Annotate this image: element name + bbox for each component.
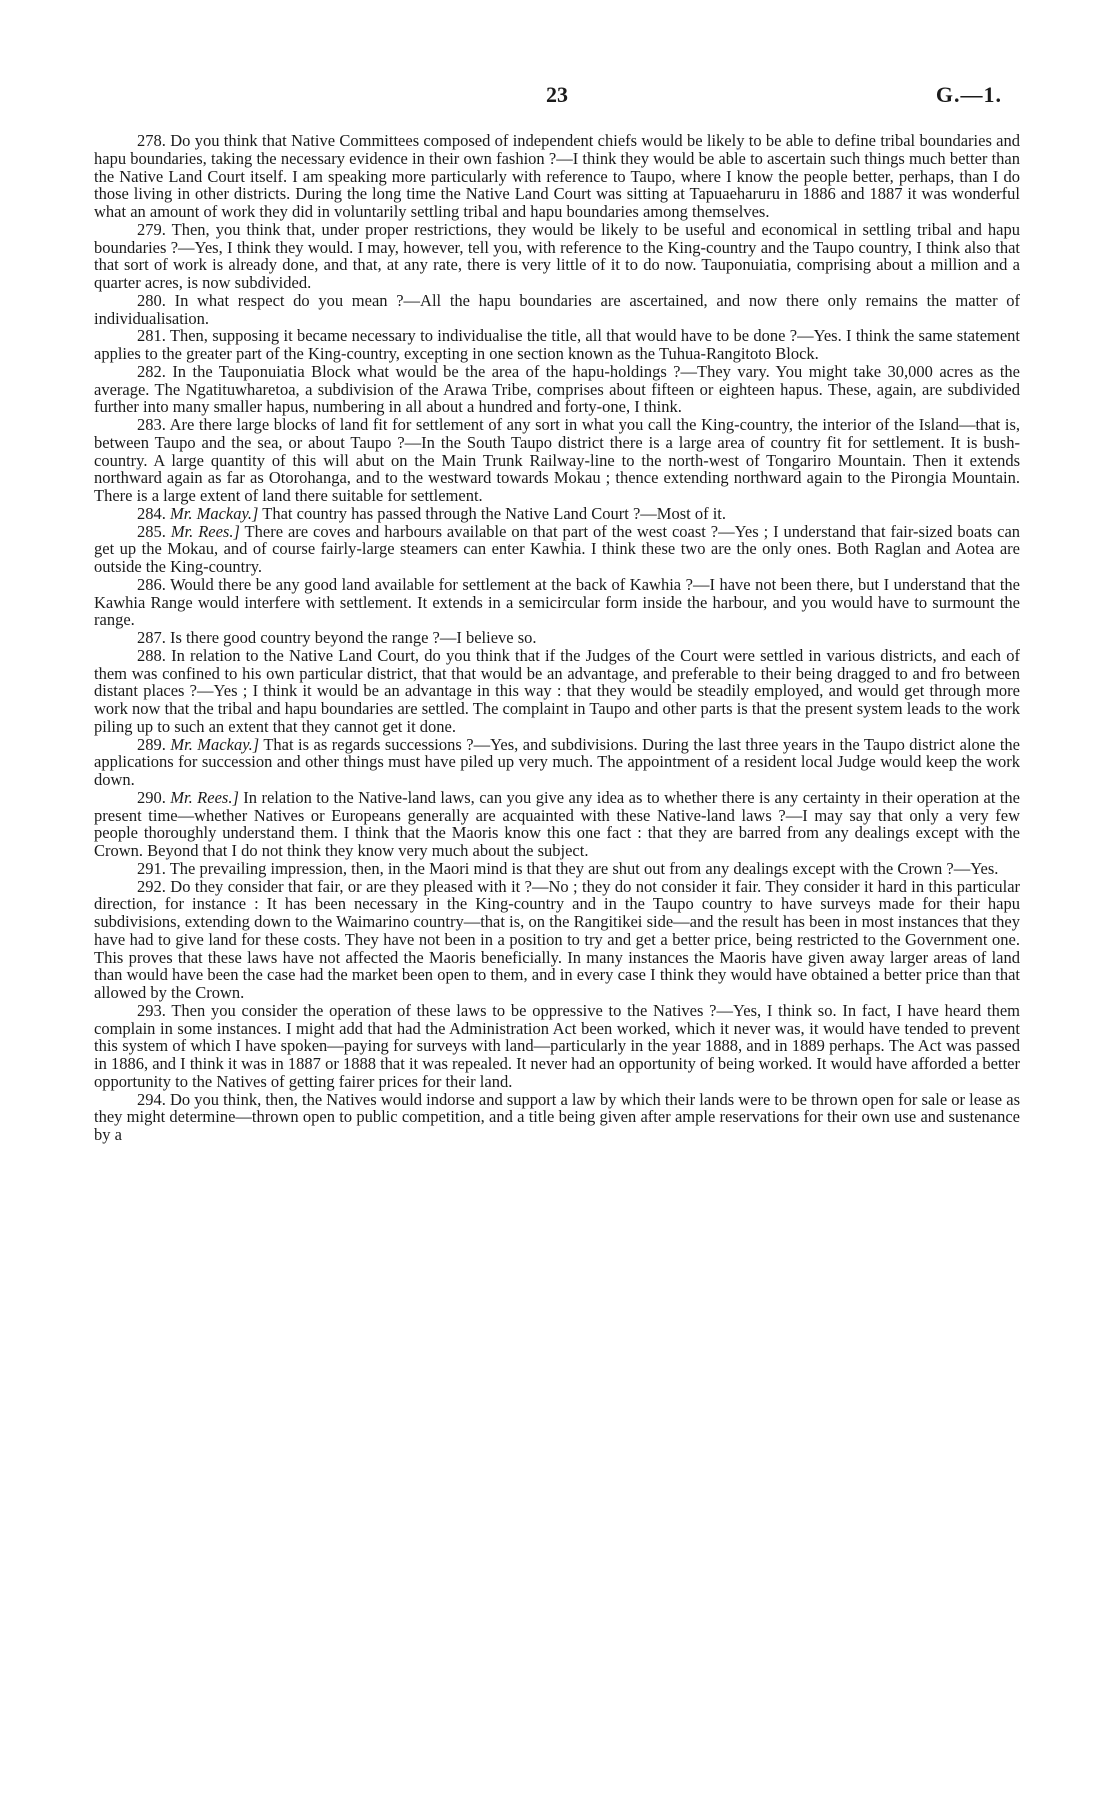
question-number: 278. — [137, 131, 166, 150]
question-text: Then, supposing it became necessary to individualise the title, all that would have to be done ?—Yes. I think the same statement applies to the greater part of the King-country, excepting in one section known as the Tuhua-Rangitoto Block. — [94, 326, 1021, 363]
question-paragraph — [94, 523, 1020, 576]
question-text: Is there good country beyond the range ?—I believe so. — [170, 628, 537, 647]
question-number: 284. — [137, 503, 166, 523]
question-paragraph — [94, 221, 1020, 292]
question-text: Then you consider the operation of these laws to be oppressive to the Natives ?—Yes, I think so. In fact, I have heard them complain in some instances. I might add that had the Administration Act been worked, which it never was, it would have tended to prevent this system of which I have spoken—paying for surveys with land—particularly in the year 1888, and in 1889 perhaps. The Act was passed in 1886, and I think it was in 1887 or 1888 that it was repealed. It never had an opportunity of being worked. It would have afforded a better opportunity to the Natives of getting fairer prices for their land. — [94, 1000, 1020, 1091]
question-text: In the Tauponuiatia Block what would be the area of the hapu-holdings ?—They vary. You might take 30,000 acres as the average. The Ngatituwharetoa, a subdivision of the Arawa Tribe, comprises about fifteen or eighteen hapus. These, again, are subdivided further into many smaller hapus, numbering in all about a hundred and forty-one, I think. — [94, 361, 1020, 417]
question-text: Then, you think that, under proper restrictions, they would be likely to be useful and economical in settling tribal and hapu boundaries ?—Yes, I think they would. I may, however, tell you, with reference to the King-country and the Taupo country, I think also that that sort of work is already done, and that, at any rate, there is very little of it to do now. Tauponuiatia, comprising about a million and a quarter acres, is now subdivided. — [94, 219, 1020, 292]
body-text — [94, 132, 1020, 1144]
question-paragraph — [94, 647, 1020, 736]
question-text: Are there large blocks of land fit for settlement of any sort in what you call the King-country, the interior of the Island—that is, between Taupo and the sea, or about Taupo ?—In the South Taupo district there is a large area of country fit for settlement. It is bush-country. A large quantity of this will abut on the Main Trunk Railway-line to the north-west of Tongariro Mountain. Then it extends northward again as far as Otorohanga, and to the westward towards Mokau ; thence extending northward again to the Pirongia Mountain. There is a large extent of land there suitable for settlement. — [94, 415, 1020, 505]
question-text: The prevailing impression, then, in the Maori mind is that they are shut out from any dealings except with the Crown ?—Yes. — [169, 858, 999, 878]
question-paragraph — [94, 878, 1020, 1002]
question-number: 294. — [137, 1089, 166, 1109]
question-paragraph — [94, 416, 1020, 505]
question-paragraph — [94, 736, 1020, 789]
question-paragraph — [94, 132, 1020, 221]
question-paragraph — [94, 1002, 1020, 1091]
question-text: That country has passed through the Native Land Court ?—Most of it. — [262, 503, 727, 523]
question-number: 279. — [137, 219, 166, 239]
question-paragraph — [94, 363, 1020, 416]
question-text: In relation to the Native-land laws, can you give any idea as to whether there is any certainty in their operation at the present time—whether Natives or Europeans generally are acquainted with these Native-land laws ?—I may say that only a very few people thoroughly understand them. I think that the Maoris know this one fact : that they are barred from any dealings except with the Crown. Beyond that I do not think they know very much about the subject. — [94, 787, 1020, 860]
question-number: 290. — [137, 787, 166, 807]
question-number: 293. — [137, 1000, 166, 1020]
speaker-label: Mr. Mackay.] — [170, 734, 260, 754]
question-paragraph — [94, 860, 1020, 878]
speaker-label: Mr. Rees.] — [170, 521, 240, 541]
page-number: 23 — [546, 82, 568, 107]
question-number: 281. — [137, 326, 166, 346]
question-paragraph — [94, 576, 1020, 629]
question-number: 292. — [137, 876, 166, 896]
question-text: Do you think, then, the Natives would indorse and support a law by which their lands were to be thrown open for sale or lease as they might determine—thrown open to public competition, and a title being given after ample reservations for their own use and sustenance by a — [94, 1089, 1020, 1144]
question-text: Do they consider that fair, or are they pleased with it ?—No ; they do not consider it fair. They consider it hard in this particular direction, for instance : It has been necessary in the King-country and in the Taupo country to have surveys made for their hapu subdivisions, extending down to the Waimarino country—that is, on the Rangitikei side—and the result has been in most instances that they have had to give land for these costs. They have not been in a position to try and get a better price, being restricted to the Government one. This proves that these laws have not affected the Maoris beneficially. In many instances the Maoris have given away larger areas of land than would have been the case had the market been open to them, and in every case I think they would have obtained a better price than that allowed by the Crown. — [94, 876, 1021, 1002]
question-text: That is as regards successions ?—Yes, and subdivisions. During the last three years in the Taupo district alone the applications for succession and other things must have piled up very much. The appointment of a resident local Judge would keep the work down. — [94, 734, 1020, 789]
question-paragraph — [94, 789, 1020, 860]
question-paragraph — [94, 629, 1020, 647]
question-number: 282. — [137, 361, 166, 381]
question-paragraph — [94, 292, 1020, 328]
question-text: Do you think that Native Committees composed of independent chiefs would be likely to be able to define tribal boundaries and hapu boundaries, taking the necessary evidence in their own fashion ?—I think they would be able to ascertain such things much better than the Native Land Court itself. I am speaking more particularly with reference to Taupo, where I know the people better, perhaps, than I do those living in other districts. During the long time the Native Land Court was sitting at Tapuaeharuru in 1886 and 1887 it was wonderful what an amount of work they did in voluntarily settling tribal and hapu boundaries among themselves. — [94, 131, 1021, 221]
document-code: G.—1. — [935, 82, 1002, 107]
speaker-label: Mr. Mackay.] — [170, 503, 259, 523]
question-paragraph — [94, 505, 1020, 523]
question-number: 280. — [137, 290, 166, 310]
question-number: 287. — [137, 628, 166, 647]
question-text: In relation to the Native Land Court, do you think that if the Judges of the Court were settled in various districts, and each of them was confined to his own particular district, that that would be an advantage, and preferable to their being dragged to and fro between distant places ?—Yes ; I think it would be an advantage in this way : that they would be steadily employed, and would get through more work now that the tribal and hapu boundaries are settled. The complaint in Taupo and other parts is that the present system leads to the work piling up to such an extent that they cannot get it done. — [94, 645, 1020, 736]
question-text: Would there be any good land available for settlement at the back of Kawhia ?—I have not been there, but I understand that the Kawhia Range would interfere with settlement. It extends in a semicircular form inside the harbour, and you would have to surmount the range. — [94, 574, 1020, 630]
page-header — [0, 82, 1114, 112]
question-number: 291. — [137, 858, 166, 878]
question-number: 288. — [137, 645, 166, 665]
question-number: 286. — [137, 574, 166, 594]
question-number: 285. — [137, 521, 166, 541]
question-number: 289. — [137, 734, 166, 754]
question-number: 283. — [137, 415, 166, 434]
question-paragraph — [94, 1091, 1020, 1144]
question-text: There are coves and harbours available on that part of the west coast ?—Yes ; I understand that fair-sized boats can get up the Mokau, and of course fairly-large steamers can enter Kawhia. I think these two are the only ones. Both Raglan and Aotea are outside the King-country. — [94, 521, 1021, 576]
question-text: In what respect do you mean ?—All the hapu boundaries are ascertained, and now there only remains the matter of individualisation. — [94, 290, 1021, 328]
speaker-label: Mr. Rees.] — [170, 787, 239, 807]
question-paragraph — [94, 327, 1020, 363]
